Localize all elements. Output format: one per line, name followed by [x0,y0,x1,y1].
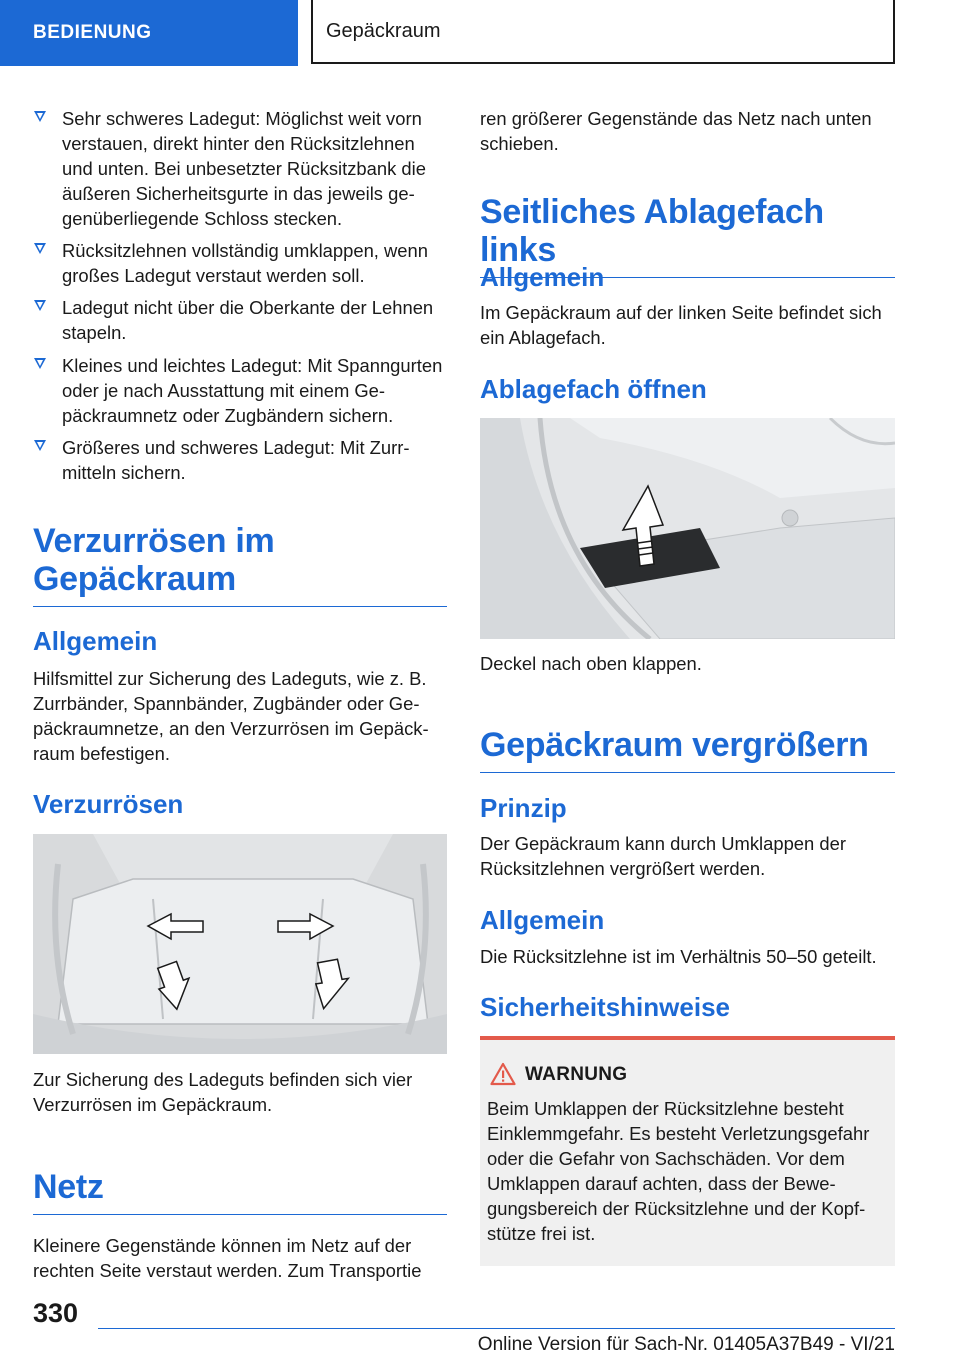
subheading-general: Allgemein [480,262,605,292]
paragraph-principle: Der Gepäckraum kann durch Umklappen der Rücksitzlehnen vergrößert werden. [480,833,846,879]
subheading-open-compartment: Ablagefach öffnen [480,374,707,404]
subheading-safety: Sicherheitshinweise [480,992,730,1022]
bullet-item: Größeres und schweres Ladegut: Mit Zurrmitteln sichern. [33,435,447,485]
paragraph-split-ratio: Die Rücksitzlehne ist im Verhältnis 50–50 geteilt. [480,946,877,967]
subheading-lashing-eyes: Verzurrösen [33,789,184,819]
caption-lashing-eyes: Zur Sicherung des Ladeguts befinden sich vier Verzurrösen im Gepäckraum. [33,1069,413,1115]
heading-net: Netz [33,1168,447,1215]
subheading-general-2: Allgemein [480,905,605,935]
heading-enlarge-trunk: Gepäckraum vergrößern [480,726,895,773]
heading-lashing-eyes: Verzurrösen im Gepäckraum [33,522,447,607]
warning-title: WARNUNG [525,1064,628,1085]
bullet-item: Kleines und leichtes Ladegut: Mit Spanngurten oder je nach Ausstattung mit einem Gepäckraumnetz oder Zugbändern sichern. [33,353,447,428]
bullet-item: Sehr schweres Ladegut: Möglichst weit vorn verstauen, direkt hinter den Rücksitzlehnen und unten. Bei unbesetzter Rücksitzbank die äußeren Sicherheitsgurte in das jeweils gegenüberliegende Schloss stecken. [33,106,447,231]
subheading-general: Allgemein [33,626,158,656]
section-tab: BEDIENUNG [0,0,298,66]
triangle-bullet-icon [34,358,46,369]
heading-side-compartment: Seitliches Ablagefach links [480,193,895,278]
page-number: 330 [33,1298,79,1328]
warning-box [480,1036,895,1266]
paragraph-net: Kleinere Gegenstände können im Netz auf der rechten Seite verstaut werden. Zum Transportie [33,1235,422,1281]
triangle-bullet-icon [34,300,46,311]
chapter-title: Gepäckraum [311,0,895,64]
side-compartment-image [480,418,895,639]
paragraph-general: Hilfsmittel zur Sicherung des Ladeguts, wie z. B. Zurrbänder, Spannbänder, Zugbänder oder Gepäckraumnetze, an den Verzurrösen im Gepäckraum befestigen. [33,668,429,764]
triangle-bullet-icon [34,243,46,254]
subheading-principle: Prinzip [480,793,567,823]
footer-rule [98,1328,895,1329]
trunk-lashing-eyes-image [33,834,447,1054]
triangle-bullet-icon [34,111,46,122]
warning-triangle-icon [490,1062,516,1086]
paragraph-net-continued: ren größerer Gegenstände das Netz nach unten schieben. [480,108,872,154]
footer-text: Online Version für Sach-Nr. 01405A37B49 - VI/21 [477,1334,895,1355]
warning-text: Beim Umklappen der Rücksitzlehne besteht Einklemmgefahr. Es besteht Verletzungsgefahr oder die Gefahr von Sachschäden. Vor dem Umklappen darauf achten, dass der Bewegungsbereich der Rücksitzlehne und der Kopfstütze frei ist. [487,1098,870,1244]
triangle-bullet-icon [34,440,46,451]
bullet-item: Rücksitzlehnen vollständig umklappen, wenn großes Ladegut verstaut werden soll. [33,238,447,288]
paragraph-side-general: Im Gepäckraum auf der linken Seite befindet sich ein Ablagefach. [480,302,882,348]
bullet-item: Ladegut nicht über die Oberkante der Lehnen stapeln. [33,295,447,345]
caption-open-compartment: Deckel nach oben klappen. [480,653,702,674]
